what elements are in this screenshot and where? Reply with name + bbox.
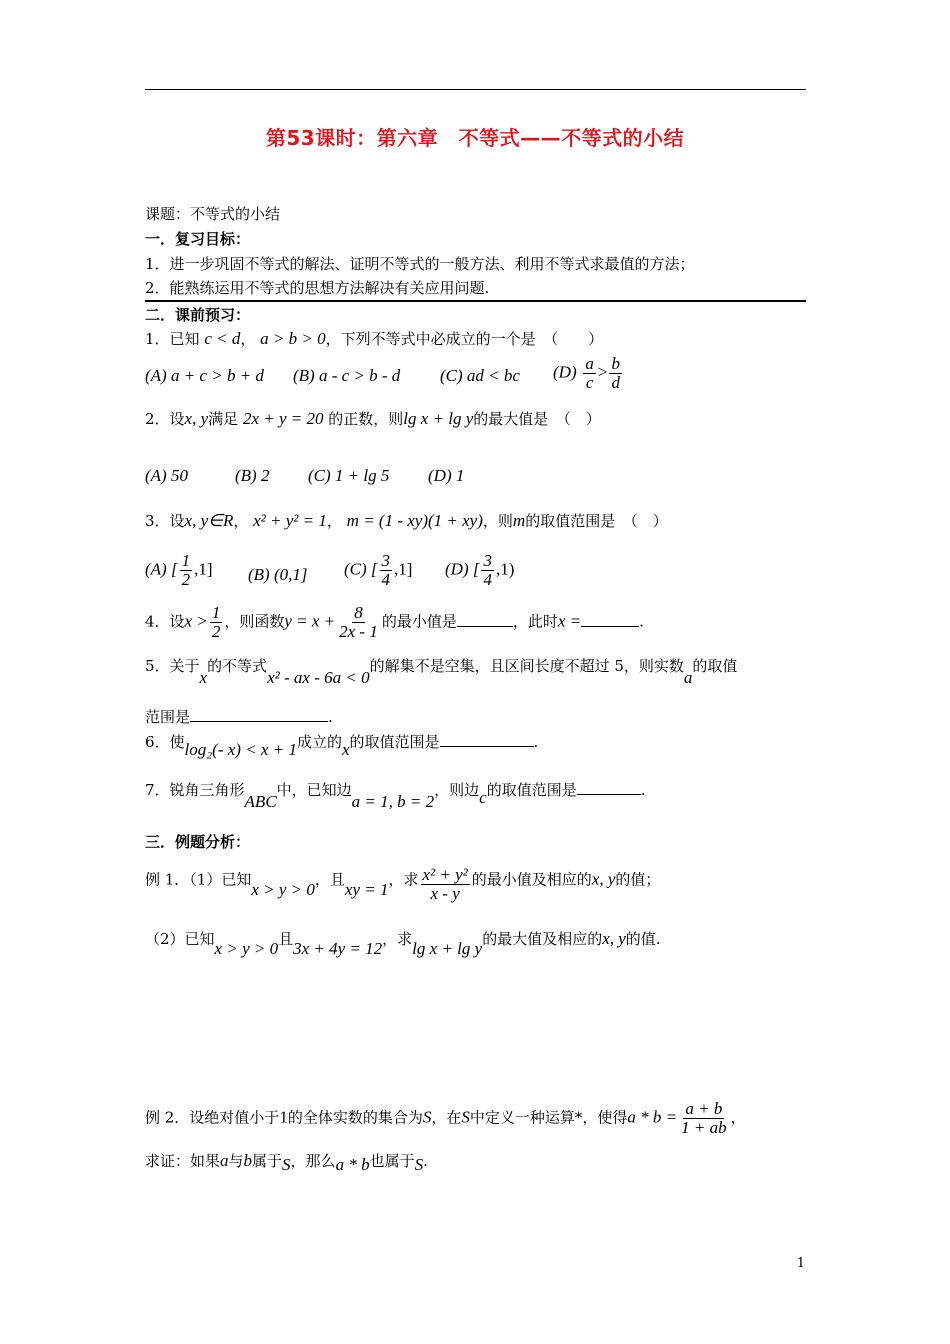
q6-variable-x: x — [341, 740, 350, 759]
q7-variable-c: c — [479, 788, 487, 807]
q5-text-5: 范围是 — [145, 708, 191, 726]
ex2-fraction — [679, 1100, 728, 1137]
fraction-numerator: 1 — [181, 551, 191, 570]
fraction-numerator: 8 — [354, 603, 363, 622]
ex1-fraction — [421, 866, 470, 903]
q6-text: 6．使 — [145, 733, 185, 751]
q1-fraction-a-over-c — [583, 355, 596, 392]
q5-variable-a: a — [683, 668, 693, 687]
ex2-l2-text: 求证：如果 — [145, 1152, 221, 1170]
ex2-text-5: ， — [730, 1108, 746, 1127]
example-2-line-1 — [145, 1100, 746, 1137]
q1-text: 1．已知 — [145, 330, 200, 348]
q5-period: . — [328, 708, 333, 726]
ex2-text-3: ，在 — [431, 1108, 462, 1127]
page-number: 1 — [796, 1256, 805, 1271]
ex1-p2-variables: x, y — [602, 929, 626, 948]
ex2-text-4: 中定义一种运算*，使得 — [469, 1108, 628, 1127]
fraction-numerator: a — [585, 354, 594, 373]
q3-option-b: (B) (0,1] — [248, 565, 308, 584]
q2-condition: 2x + y = 20 — [242, 409, 324, 428]
greater-than-sign: > — [597, 362, 608, 382]
q5-variable-x: x — [199, 668, 208, 687]
q2-text-3: 的正数，则 — [328, 410, 404, 428]
header-rule — [145, 89, 806, 90]
q1-separator: ， — [240, 330, 256, 348]
goal-item-2: 2．能熟练运用不等式的思想方法解决有关应用问题. — [145, 279, 490, 297]
q2-option-a: (A) 50 — [145, 466, 188, 485]
q7-text-2: 中，已知边 — [276, 781, 352, 799]
q3-separator: ， — [233, 512, 249, 530]
q2-variables: x, y — [184, 409, 209, 428]
q5-text-2: 的不等式 — [207, 657, 268, 675]
q1-option-a: (A) a + c > b + d — [145, 366, 264, 385]
ex1-p2-text-4: 的最大值及相应的 — [482, 930, 603, 948]
ex2-a-star-b: a * b — [335, 1155, 370, 1174]
q5-inequality: x² - ax - 6a < 0 — [267, 668, 370, 687]
question-5-stem — [145, 655, 738, 687]
q7-sides: a = 1, b = 2 — [351, 792, 435, 811]
q7-text-3: ，则边 — [434, 781, 480, 799]
fraction-denominator: 4 — [483, 570, 492, 589]
question-2-stem — [145, 408, 601, 429]
example-1-part-2 — [145, 928, 661, 958]
question-7-stem — [145, 779, 646, 811]
option-tail: ,1] — [194, 559, 213, 579]
option-label: (C) [ — [344, 559, 378, 579]
q7-text: 7．锐角三角形 — [145, 781, 245, 799]
page-title: 第53课时：第六章 不等式——不等式的小结 — [265, 126, 685, 150]
fraction-numerator: b — [611, 354, 620, 373]
ex1-p2-text-2: 且 — [278, 930, 294, 948]
ex1-text-5: 的值； — [615, 870, 661, 889]
fraction-denominator: d — [611, 373, 620, 392]
ex1-condition-1: x > y > 0 — [251, 879, 315, 899]
ex1-p2-expression: lg x + lg y — [412, 939, 483, 958]
fraction-denominator: 2x - 1 — [339, 622, 378, 641]
q1-option-b: (B) a - c > b - d — [293, 366, 401, 385]
q4-text: 4．设 — [145, 612, 185, 631]
q4-fraction-8-over-2x-1 — [337, 604, 380, 641]
example-2-line-2 — [145, 1150, 428, 1174]
ex2-variable-a: a — [220, 1151, 229, 1170]
ex2-set-s: S — [414, 1155, 424, 1174]
fraction-denominator: x - y — [430, 884, 460, 903]
answer-blank[interactable] — [457, 612, 513, 627]
q1-fraction-b-over-d — [609, 355, 622, 392]
q2-text-2: 满足 — [208, 410, 239, 428]
answer-blank[interactable] — [440, 732, 534, 747]
q4-text-4: ，此时 — [512, 612, 558, 631]
fraction-numerator: x² + y² — [422, 865, 468, 884]
q3-fraction-half — [180, 552, 193, 589]
q5-text: 5．关于 — [145, 657, 200, 675]
fraction-denominator: 2 — [181, 570, 191, 589]
question-1-stem — [145, 328, 603, 349]
question-4-stem — [145, 604, 644, 641]
q5-text-3: 的解集不是空集，且区间长度不超过 5，则实数 — [369, 657, 684, 675]
q3-text-2: ，则 — [482, 512, 513, 530]
q7-text-4: 的取值范围是 — [486, 781, 577, 799]
option-label: (D) [ — [445, 559, 480, 579]
q3-fraction-three-quarters — [481, 552, 494, 589]
ex1-variables: x, y — [591, 869, 616, 889]
q1-option-c: (C) ad < bc — [440, 366, 520, 385]
section-heading-review-goals: 一．复习目标： — [145, 230, 251, 248]
q2-text-tail: 的最大值是 （ ） — [473, 410, 601, 428]
fraction-numerator: 3 — [483, 551, 492, 570]
example-1-part-1 — [145, 862, 661, 903]
q7-period: . — [640, 781, 646, 799]
q6-period: . — [533, 733, 539, 751]
q3-separator-2: ， — [326, 512, 342, 530]
fraction-denominator: c — [585, 373, 594, 392]
question-3-stem — [145, 510, 668, 531]
ex1-text-4: 的最小值及相应的 — [471, 870, 592, 889]
q4-text-3: 的最小值是 — [381, 612, 457, 631]
ex2-text: 例 2．设绝对值小于 — [145, 1108, 280, 1127]
ex2-l2-text-2: 与 — [228, 1152, 244, 1170]
fraction-denominator: 4 — [381, 570, 391, 589]
option-tail: ,1) — [495, 559, 515, 579]
ex2-set-s: S — [422, 1107, 432, 1127]
q3-variable-m: m — [512, 511, 526, 530]
q6-inequality: log₂(- x) < x + 1 — [184, 740, 297, 759]
q7-triangle: ABC — [244, 792, 277, 811]
ex1-p2-text: （2）已知 — [145, 930, 215, 948]
ex1-text-2: ，且 — [314, 870, 345, 889]
fraction-numerator: 1 — [211, 603, 221, 622]
q2-text: 2．设 — [145, 410, 185, 428]
q4-text-2: ，则函数 — [224, 612, 285, 631]
option-tail: ,1] — [394, 559, 413, 579]
q1-option-d — [553, 355, 624, 392]
ex1-condition-2: xy = 1 — [344, 879, 389, 899]
ex2-operation-definition: a * b = — [627, 1107, 678, 1127]
q3-option-c — [344, 552, 412, 589]
section-divider — [145, 300, 806, 302]
q3-fraction-three-quarters — [380, 552, 393, 589]
ex2-set-s: S — [282, 1155, 291, 1174]
q3-text-tail: 的取值范围是 （ ） — [525, 512, 668, 530]
q2-option-b: (B) 2 — [235, 466, 270, 485]
answer-blank[interactable] — [577, 780, 641, 795]
ex2-l2-text-5: 也属于 — [369, 1152, 415, 1170]
q6-text-3: 的取值范围是 — [349, 733, 440, 751]
ex1-text: 例 1．（1）已知 — [145, 870, 252, 889]
ex1-p2-text-5: 的值. — [625, 930, 661, 948]
section-heading-preview: 二．课前预习： — [145, 306, 251, 324]
ex1-p2-text-3: ，求 — [382, 930, 413, 948]
answer-blank[interactable] — [190, 707, 328, 722]
q5-text-4: 的取值 — [692, 657, 738, 675]
q3-option-d — [445, 552, 514, 589]
ex2-l2-text-3: 属于 — [252, 1152, 283, 1170]
q6-text-2: 成立的 — [296, 733, 342, 751]
ex2-variable-b: b — [243, 1151, 253, 1170]
fraction-denominator: 1 + ab — [681, 1118, 727, 1137]
q1-condition-2: a > b > 0 — [260, 329, 326, 348]
ex2-number-one: 1 — [279, 1107, 288, 1127]
q4-x-equals: x = — [557, 611, 582, 631]
q3-condition-3: m = (1 - xy)(1 + xy) — [346, 511, 483, 530]
q4-function: y = x + — [284, 611, 336, 631]
q3-text: 3．设 — [145, 512, 185, 530]
q4-x-greater: x > — [184, 611, 208, 631]
ex1-p2-condition-1: x > y > 0 — [214, 939, 279, 958]
ex2-period: . — [423, 1152, 428, 1170]
question-6-stem — [145, 731, 539, 759]
q2-option-c: (C) 1 + lg 5 — [308, 466, 390, 485]
q1-condition-1: c < d — [204, 329, 241, 348]
q4-fraction-half — [210, 604, 223, 641]
q1-text-tail: ，下列不等式中必成立的一个是 （ ） — [325, 330, 604, 348]
ex2-text-2: 的全体实数的集合为 — [287, 1108, 423, 1127]
q1-option-d-label: (D) — [553, 362, 577, 382]
ex2-set-s: S — [461, 1107, 470, 1127]
fraction-numerator: 3 — [381, 551, 391, 570]
answer-blank[interactable] — [581, 612, 639, 627]
q4-period: . — [639, 612, 644, 631]
goal-item-1: 1．进一步巩固不等式的解法、证明不等式的一般方法、利用不等式求最值的方法； — [145, 255, 695, 273]
ex1-p2-condition-2: 3x + 4y = 12 — [293, 939, 383, 958]
q2-expression: lg x + lg y — [403, 409, 474, 428]
q3-condition-2: x² + y² = 1 — [253, 511, 327, 530]
option-label: (A) [ — [145, 559, 178, 579]
fraction-numerator: a + b — [685, 1099, 723, 1118]
section-heading-examples: 三．例题分析： — [145, 833, 251, 851]
fraction-denominator: 2 — [211, 622, 221, 641]
q3-option-a — [145, 552, 213, 589]
q3-condition-1: x, y∈R — [184, 511, 234, 530]
q2-option-d: (D) 1 — [428, 466, 465, 485]
ex2-l2-text-4: ，那么 — [290, 1152, 336, 1170]
question-5-continuation — [145, 706, 333, 727]
lesson-subject: 课题：不等式的小结 — [145, 205, 281, 223]
ex1-text-3: ，求 — [388, 870, 419, 889]
